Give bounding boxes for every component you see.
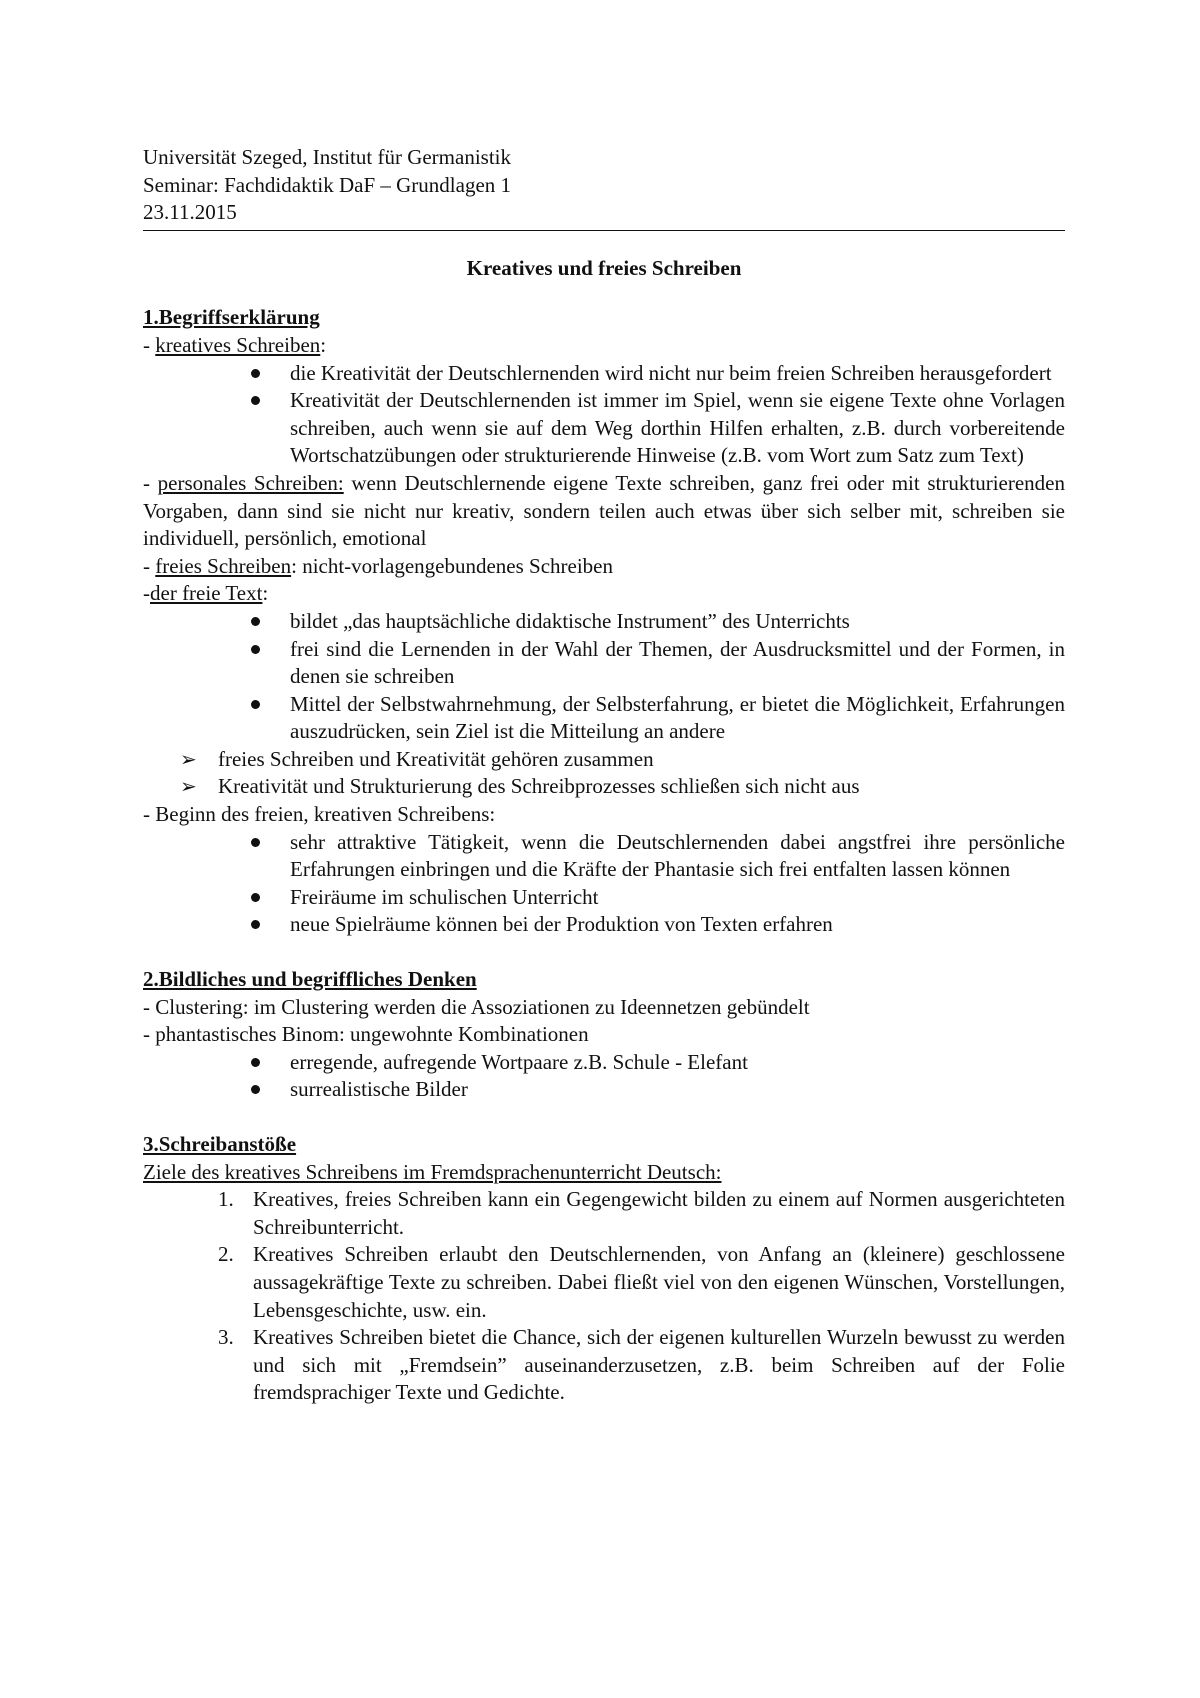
arrowhead-icon: ➢ bbox=[180, 746, 197, 771]
list-item-text: sehr attraktive Tätigkeit, wenn die Deutschlernenden dabei angstfrei ihre persönliche Erfahrungen einbringen und die Kräfte der Phantasie sich frei entfalten lassen können bbox=[290, 829, 1065, 882]
section-subheading: Ziele des kreatives Schreibens im Fremdsprachenunterricht Deutsch: bbox=[143, 1159, 722, 1184]
item-text: Kreatives Schreiben erlaubt den Deutschlernenden, von Anfang an (kleinere) geschlossene aussagekräftige Texte zu schreiben. Dabei fließt viel von den eigenen Wünschen, Vorstellungen, Lebensgeschichte, usw. ein. bbox=[253, 1242, 1065, 1322]
definition-freier-text bbox=[143, 580, 1065, 608]
spacer bbox=[143, 939, 1065, 966]
institution-line: Universität Szeged, Institut für Germanistik bbox=[143, 145, 512, 169]
bullet-icon bbox=[251, 369, 260, 378]
bullet-list bbox=[143, 1049, 1065, 1104]
term: personales Schreiben: bbox=[157, 470, 344, 495]
section-heading: 2.Bildliches und begriffliches Denken bbox=[143, 967, 477, 992]
definition-personales-schreiben bbox=[143, 470, 1065, 553]
list-item-text: erregende, aufregende Wortpaare z.B. Schule - Elefant bbox=[290, 1049, 748, 1074]
list-item bbox=[290, 387, 1065, 470]
list-item bbox=[290, 911, 1065, 939]
section-bildliches-denken bbox=[143, 966, 1065, 1104]
list-item bbox=[290, 360, 1065, 388]
list-item bbox=[290, 884, 1065, 912]
definition-text: wenn Deutschlernende eigene Texte schreiben, ganz frei oder mit strukturierenden Vorgaben, dann sind sie nicht nur kreativ, sondern teilen auch etwas über sich selber mit, schreiben sie individuell, persönlich, emotional bbox=[143, 470, 1065, 551]
arrow-list bbox=[143, 746, 1065, 801]
bullet-list bbox=[143, 360, 1065, 470]
list-item-text: Freiräume im schulischen Unterricht bbox=[290, 884, 599, 909]
binom-line: - phantastisches Binom: ungewohnte Kombinationen bbox=[143, 1022, 589, 1047]
list-item bbox=[290, 1049, 1065, 1077]
list-item-text: die Kreativität der Deutschlernenden wird nicht nur beim freien Schreiben herausgefordert bbox=[290, 360, 1052, 385]
dash: - bbox=[143, 332, 156, 357]
bullet-icon bbox=[251, 893, 260, 902]
item-number: 1. bbox=[218, 1187, 234, 1212]
bullet-list bbox=[143, 608, 1065, 746]
list-item-text: bildet „das hauptsächliche didaktische Instrument” des Unterrichts bbox=[290, 608, 850, 633]
bullet-icon bbox=[251, 1058, 260, 1067]
document-header bbox=[143, 144, 1065, 231]
bullet-icon bbox=[251, 645, 260, 654]
item-number: 2. bbox=[218, 1242, 234, 1267]
bullet-icon bbox=[251, 700, 260, 709]
item-number: 3. bbox=[218, 1325, 234, 1350]
bullet-icon bbox=[251, 396, 260, 405]
list-item-text: surrealistische Bilder bbox=[290, 1077, 468, 1102]
numbered-item bbox=[218, 1186, 1065, 1241]
dash: - bbox=[143, 470, 158, 495]
list-item-text: neue Spielräume können bei der Produktion von Texten erfahren bbox=[290, 912, 833, 937]
arrow-item-text: freies Schreiben und Kreativität gehören zusammen bbox=[218, 746, 654, 771]
bullet-icon bbox=[251, 920, 260, 929]
arrow-item-text: Kreativität und Strukturierung des Schreibprozesses schließen sich nicht aus bbox=[218, 774, 860, 799]
numbered-item bbox=[218, 1324, 1065, 1407]
item-text: Kreatives, freies Schreiben kann ein Gegengewicht bilden zu einem auf Normen ausgerichteten Schreibunterricht. bbox=[253, 1187, 1065, 1239]
section-begriffserklaerung bbox=[143, 304, 1065, 939]
list-item-text: frei sind die Lernenden in der Wahl der Themen, der Ausdrucksmittel und der Formen, in denen sie schreiben bbox=[290, 636, 1065, 689]
list-item bbox=[290, 829, 1065, 884]
term: der freie Text bbox=[150, 581, 263, 606]
definition-text: : nicht-vorlagengebundenes Schreiben bbox=[291, 553, 613, 578]
list-item-text: Kreativität der Deutschlernenden ist immer im Spiel, wenn sie eigene Texte ohne Vorlagen schreiben, auch wenn sie auf dem Weg dorthin Hilfen erhalten, z.B. durch vorbereitende Wortschatzübungen oder strukturierende Hinweise (z.B. vom Wort zum Satz zum Text) bbox=[290, 388, 1065, 468]
section-heading: 1.Begriffserklärung bbox=[143, 305, 320, 330]
list-item bbox=[290, 608, 1065, 636]
bullet-list bbox=[143, 829, 1065, 939]
seminar-line: Seminar: Fachdidaktik DaF – Grundlagen 1 bbox=[143, 172, 512, 197]
document-title: Kreatives und freies Schreiben bbox=[466, 255, 742, 280]
bullet-icon bbox=[251, 838, 260, 847]
document-content bbox=[143, 144, 1065, 1407]
colon: : bbox=[320, 332, 327, 357]
colon: : bbox=[262, 581, 269, 606]
section-heading: 3.Schreibanstöße bbox=[143, 1132, 297, 1156]
numbered-list bbox=[143, 1186, 1065, 1407]
term: kreatives Schreiben bbox=[155, 332, 321, 357]
section-schreibanstoesse bbox=[143, 1131, 1065, 1407]
bullet-icon bbox=[251, 1085, 260, 1094]
dash: - bbox=[143, 553, 156, 578]
clustering-line: - Clustering: im Clustering werden die Assoziationen zu Ideennetzen gebündelt bbox=[143, 994, 810, 1019]
numbered-item bbox=[218, 1241, 1065, 1324]
header-rule bbox=[143, 230, 1065, 231]
list-item bbox=[290, 1076, 1065, 1104]
arrow-item bbox=[180, 746, 1065, 774]
dash: - bbox=[143, 581, 150, 606]
list-item bbox=[290, 691, 1065, 746]
definition-freies-schreiben bbox=[143, 553, 1065, 581]
item-text: Kreatives Schreiben bietet die Chance, sich der eigenen kulturellen Wurzeln bewusst zu werden und sich mit „Fremdsein” auseinanderzusetzen, z.B. beim Schreiben auf der Folie fremdsprachiger Texte und Gedichte. bbox=[253, 1325, 1065, 1405]
term: freies Schreiben bbox=[155, 553, 292, 578]
spacer bbox=[143, 1104, 1065, 1131]
arrowhead-icon: ➢ bbox=[180, 774, 197, 799]
definition-kreatives-schreiben bbox=[143, 332, 1065, 360]
date-line: 23.11.2015 bbox=[143, 200, 237, 225]
arrow-item bbox=[180, 773, 1065, 801]
list-item-text: Mittel der Selbstwahrnehmung, der Selbsterfahrung, er bietet die Möglichkeit, Erfahrungen auszudrücken, sein Ziel ist die Mitteilung an andere bbox=[290, 691, 1065, 744]
list-item bbox=[290, 636, 1065, 691]
beginn-line: - Beginn des freien, kreativen Schreibens: bbox=[143, 802, 496, 827]
bullet-icon bbox=[251, 617, 260, 626]
